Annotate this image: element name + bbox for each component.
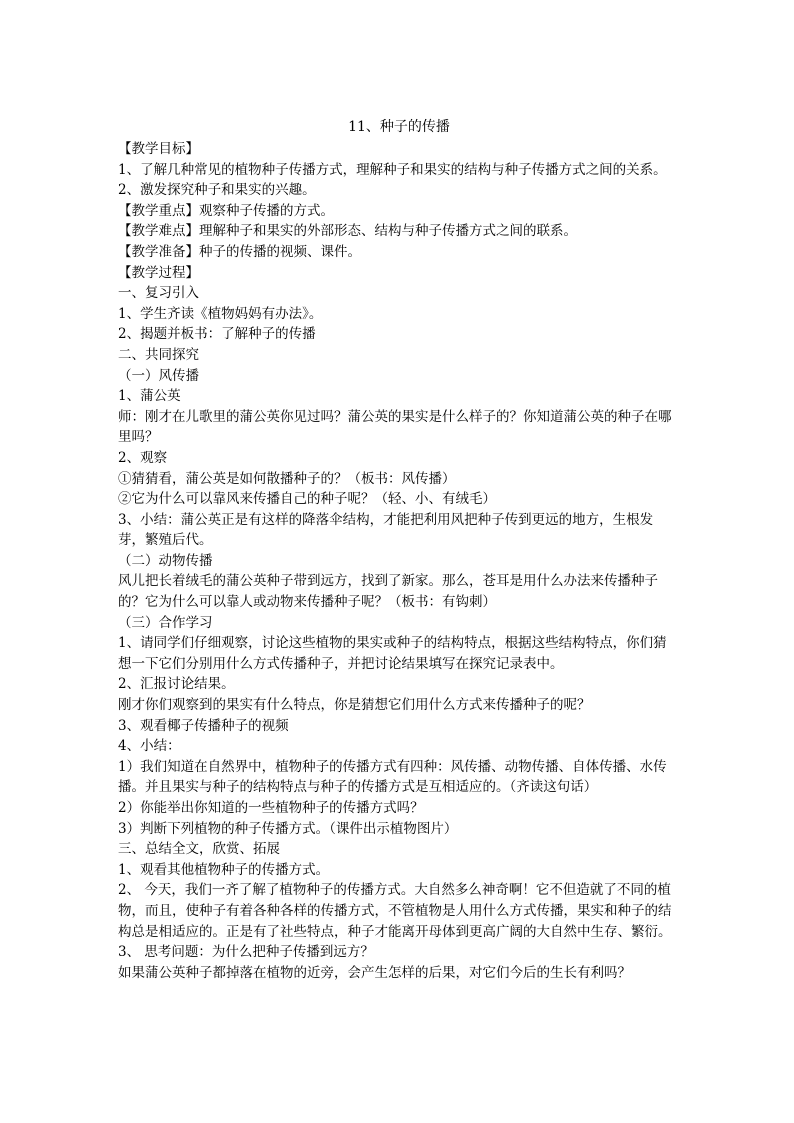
paragraph: 1、了解几种常见的植物种子传播方式，理解种子和果实的结构与种子传播方式之间的关系。 <box>118 161 667 178</box>
paragraph: 师：刚才在儿歌里的蒲公英你见过吗？蒲公英的果实是什么样子的？你知道蒲公英的种子在哪里吗？ <box>118 408 672 446</box>
document-title: 11、种子的传播 <box>348 119 450 135</box>
paragraph: 【教学过程】 <box>118 264 199 281</box>
paragraph: 二、共同探究 <box>118 346 199 363</box>
paragraph: 2、激发探究种子和果实的兴趣。 <box>118 182 316 199</box>
paragraph: 2）你能举出你知道的一些植物种子的传播方式吗？ <box>118 800 424 816</box>
paragraph: 【教学准备】种子的传播的视频、课件。 <box>118 243 361 260</box>
paragraph: 4、小结： <box>118 738 181 755</box>
paragraph: 3）判断下列植物的种子传播方式。（课件出示植物图片） <box>118 820 458 837</box>
paragraph: 1、请同学们仔细观察，讨论这些植物的果实或种子的结构特点，根据这些结构特点，你们猜想一下它们分别用什么方式传播种子，并把讨论结果填写在探究记录表中。 <box>118 635 667 672</box>
document-body <box>118 115 680 983</box>
paragraph: 3、观看椰子传播种子的视频 <box>118 717 289 734</box>
paragraph: 3、 思考问题：为什么把种子传播到远方？ <box>118 944 374 961</box>
paragraph: 2、揭题并板书：了解种子的传播 <box>118 326 316 343</box>
paragraph: 1、学生齐读《植物妈妈有办法》。 <box>118 305 323 322</box>
paragraph: 如果蒲公英种子都掉落在植物的近旁，会产生怎样的后果，对它们今后的生长有利吗？ <box>118 964 631 981</box>
paragraph: （二）动物传播 <box>118 552 213 569</box>
paragraph: 刚才你们观察到的果实有什么特点，你是猜想它们用什么方式来传播种子的呢？ <box>118 697 591 714</box>
paragraph: （一）风传播 <box>118 367 199 384</box>
paragraph: ②它为什么可以靠风来传播自己的种子呢？（轻、小、有绒毛） <box>118 491 496 508</box>
paragraph: 风儿把长着绒毛的蒲公英种子带到远方，找到了新家。那么，苍耳是用什么办法来传播种子的？它为什么可以靠人或动物来传播种子呢？（板书：有钩刺） <box>118 573 658 611</box>
paragraph: 【教学重点】观察种子传播的方式。 <box>118 202 334 219</box>
paragraph: 【教学难点】理解种子和果实的外部形态、结构与种子传播方式之间的联系。 <box>118 223 577 240</box>
paragraph: 3、小结：蒲公英正是有这样的降落伞结构，才能把利用风把种子传到更远的地方，生根发芽，繁殖后代。 <box>118 511 654 549</box>
paragraph: 【教学目标】 <box>118 141 199 157</box>
paragraph: （三）合作学习 <box>118 614 213 631</box>
paragraph: 三、总结全文，欣赏、拓展 <box>118 841 280 858</box>
paragraph: 一、复习引入 <box>118 285 199 302</box>
paragraph: 2、汇报讨论结果。 <box>118 676 235 693</box>
paragraph: 1、蒲公英 <box>118 388 181 405</box>
paragraph: ①猜猜看，蒲公英是如何散播种子的？（板书：风传播） <box>118 470 456 487</box>
paragraph: 1）我们知道在自然界中，植物种子的传播方式有四种：风传播、动物传播、自体传播、水传播。并且果实与种子的结构特点与种子的传播方式是互相适应的。（齐读这句话） <box>118 758 667 796</box>
paragraph: 1、观看其他植物种子的传播方式。 <box>118 861 330 878</box>
paragraph: 2、 今天，我们一齐了解了植物种子的传播方式。大自然多么神奇啊！它不但造就了不同的植物，而且，使种子有着各种各样的传播方式，不管植物是人用什么方式传播，果实和种子的结构总是相适应的。正是有了社些特点，种子才能离开母体到更高广阔的大自然中生存、繁衍。 <box>118 882 672 940</box>
paragraph-list <box>118 139 680 983</box>
paragraph: 2、观察 <box>118 449 168 466</box>
